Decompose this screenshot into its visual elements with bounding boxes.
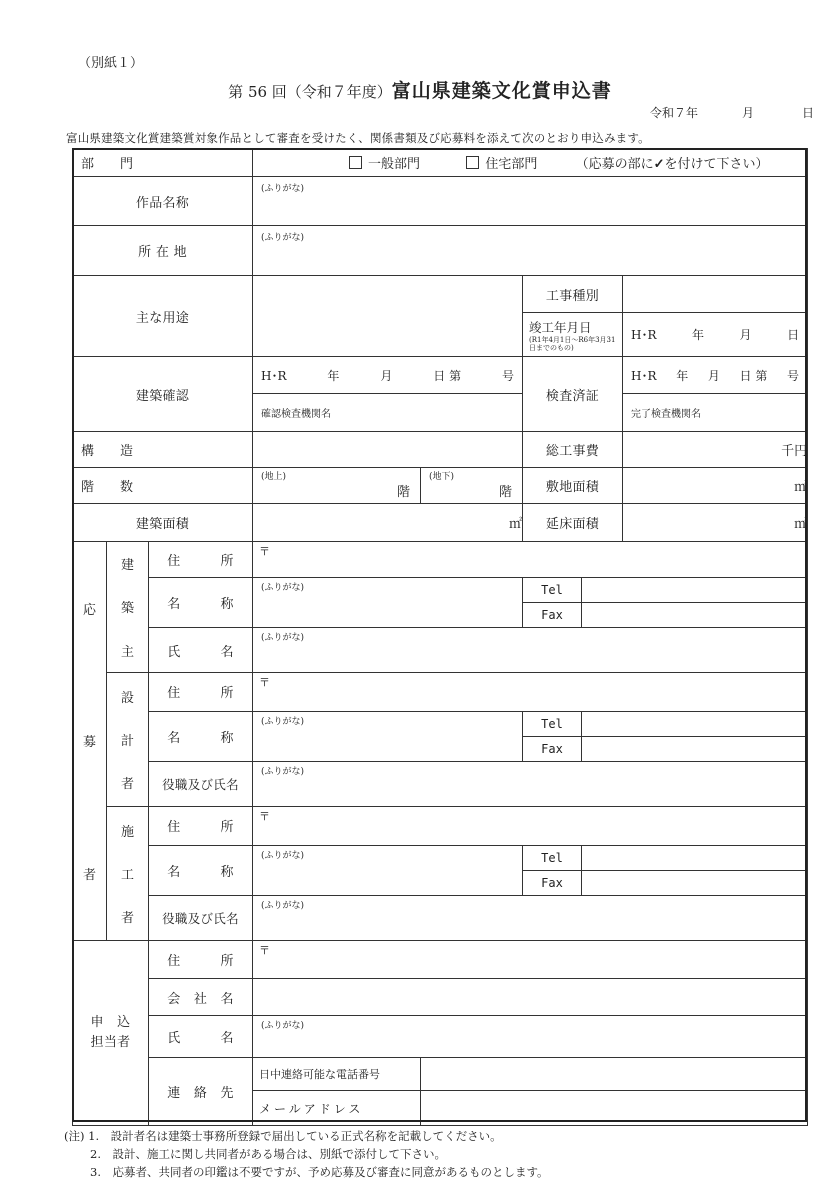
category-options (253, 149, 808, 177)
general-option-label: 一般部門 (368, 157, 421, 172)
floor-area-label: 延床面積 (545, 517, 600, 532)
construction-type-label-cell (523, 276, 623, 313)
main-use-label: 主な用途 (135, 310, 190, 326)
date-day: 日 (802, 106, 815, 120)
owner-address-label: 住 所 (167, 553, 234, 569)
work-name-label: 作品名称 (135, 195, 190, 211)
contact-company-label-cell (149, 979, 253, 1016)
postal-mark: 〒 (259, 676, 271, 689)
check-icon: ✓ (653, 157, 665, 172)
builder-name-field[interactable] (253, 845, 523, 896)
builder-title-field[interactable] (253, 896, 808, 941)
confirm-org-field[interactable] (253, 394, 523, 432)
contact-info-label: 連 絡 先 (167, 1086, 234, 1101)
owner-phone-cell (523, 577, 808, 628)
furigana-hint: (ふりがな) (261, 1021, 305, 1031)
building-confirm-label-cell (73, 357, 253, 432)
contact-name-label: 氏 名 (167, 1031, 234, 1046)
inspection-month: 月 (707, 368, 720, 383)
confirm-era: H･R (261, 368, 287, 383)
contact-address-label: 住 所 (167, 954, 234, 969)
date-era: 令和７年 (650, 106, 699, 120)
inspection-day: 日 第 (739, 368, 768, 383)
structure-label-cell (73, 432, 253, 468)
page-title (0, 76, 840, 103)
category-note: （応募の部に✓を付けて下さい） (575, 157, 769, 172)
work-name-field[interactable] (253, 177, 808, 226)
floors-label-cell (73, 468, 253, 504)
building-area-label-cell (73, 504, 253, 542)
designer-address-label: 住 所 (167, 686, 234, 702)
main-use-label-cell (73, 276, 253, 357)
email-label: メールアドレス (259, 1101, 364, 1116)
contact-company-label: 会 社 名 (167, 991, 234, 1007)
furigana-hint: (ふりがな) (261, 716, 305, 727)
date-month: 月 (742, 106, 755, 120)
designer-tel-label: Tel (523, 712, 582, 736)
floors-below-field[interactable] (421, 468, 523, 504)
floor-area-field[interactable] (623, 504, 808, 542)
owner-name-label: 名 称 (167, 596, 234, 612)
completion-era: H･R (631, 328, 657, 342)
designer-name-label: 名 称 (167, 730, 234, 746)
inspection-year: 年 (676, 368, 689, 383)
furigana-hint: (ふりがな) (261, 850, 305, 861)
total-cost-unit: 千円 (781, 444, 808, 459)
daytime-phone-label: 日中連絡可能な電話番号 (259, 1068, 381, 1081)
furigana-hint: (ふりがな) (261, 582, 305, 593)
confirm-go: 号 (501, 368, 514, 383)
inspection-org-label: 完了検査機関名 (631, 408, 702, 420)
completion-label: 竣工年月日 (529, 319, 592, 335)
main-use-field[interactable] (253, 276, 523, 357)
builder-tel-label: Tel (523, 846, 582, 870)
location-label-cell (73, 226, 253, 276)
inspection-label-cell (523, 357, 623, 432)
applicant-group-label: 応 募 者 (82, 602, 96, 884)
inspection-go: 号 (787, 368, 800, 383)
site-area-label: 敷地面積 (545, 480, 600, 495)
email-field[interactable] (421, 1091, 808, 1126)
builder-title-label-cell (149, 896, 253, 941)
daytime-phone-field[interactable] (421, 1058, 808, 1091)
completion-label-cell (523, 313, 623, 357)
location-label: 所 在 地 (138, 245, 187, 260)
note-2: 2. 設計、施工に関し共同者がある場合は、別紙で添付して下さい。 (90, 1147, 446, 1161)
confirm-month: 月 (380, 368, 393, 383)
total-cost-label: 総工事費 (545, 444, 600, 459)
owner-label: 建 築 主 (120, 558, 134, 660)
floors-above-field[interactable] (253, 468, 421, 504)
owner-address-label-cell (149, 542, 253, 578)
builder-address-label: 住 所 (167, 820, 234, 836)
owner-person-label: 氏 名 (167, 644, 234, 660)
designer-title-field[interactable] (253, 762, 808, 807)
completion-year: 年 (692, 328, 705, 342)
construction-type-label: 工事種別 (545, 288, 600, 304)
contact-info-label-cell (149, 1058, 253, 1126)
total-cost-label-cell (523, 432, 623, 468)
designer-name-field[interactable] (253, 711, 523, 762)
floors-above-unit: 階 (397, 485, 411, 500)
floor-area-unit: ㎡ (794, 517, 808, 532)
builder-fax-label: Fax (523, 871, 582, 895)
site-area-label-cell (523, 468, 623, 504)
designer-label: 設 計 者 (120, 690, 134, 793)
structure-field[interactable] (253, 432, 523, 468)
location-field[interactable] (253, 226, 808, 276)
floors-label: 階 数 (81, 480, 134, 495)
structure-label: 構 造 (81, 444, 134, 459)
building-area-unit: ㎡ (509, 517, 523, 532)
confirm-org-label: 確認検査機関名 (261, 408, 332, 420)
contact-address-label-cell (149, 941, 253, 979)
builder-address-field[interactable] (253, 807, 808, 846)
floors-below-hint: (地下) (429, 472, 455, 482)
category-label: 部 門 (81, 157, 134, 172)
designer-address-label-cell (149, 673, 253, 712)
intro-text: 富山県建築文化賞建築賞対象作品として審査を受けたく、関係書類及び応募料を添えて次のとおり申込みます。 (66, 131, 650, 145)
designer-title-label: 役職及び氏名 (162, 777, 239, 793)
owner-person-label-cell (149, 628, 253, 673)
building-area-field[interactable] (253, 504, 523, 542)
confirm-day: 日 第 (433, 368, 462, 383)
notes-section (64, 1127, 549, 1181)
inspection-org-field[interactable] (623, 394, 808, 432)
work-name-label-cell (73, 177, 253, 226)
total-cost-field[interactable] (623, 432, 808, 468)
contact-name-field[interactable] (253, 1016, 808, 1058)
general-checkbox[interactable] (349, 156, 362, 169)
note-3: 3. 応募者、共同者の印鑑は不要ですが、予め応募及び審査に同意があるものとします。 (90, 1165, 549, 1179)
postal-mark: 〒 (259, 810, 271, 823)
housing-checkbox[interactable] (466, 156, 479, 169)
builder-title-label: 役職及び氏名 (162, 911, 239, 927)
designer-fax-label: Fax (523, 737, 582, 761)
furigana-hint: (ふりがな) (261, 233, 305, 243)
builder-name-label-cell (149, 845, 253, 896)
completion-sub: (R1年4月1日〜R6年3月31日までのもの) (529, 335, 616, 352)
designer-name-label-cell (149, 711, 253, 762)
furigana-hint: (ふりがな) (261, 901, 305, 912)
owner-label-cell (107, 542, 149, 673)
floors-above-hint: (地上) (261, 472, 287, 482)
category-label-cell (73, 149, 253, 177)
completion-month: 月 (739, 328, 752, 342)
contact-company-field[interactable] (253, 979, 808, 1016)
designer-label-cell (107, 673, 149, 807)
completion-date-field[interactable] (623, 313, 808, 357)
contact-person-label: 申 込 担当者 (90, 1015, 131, 1050)
inspection-label: 検査済証 (545, 388, 600, 404)
applicant-group-cell (73, 542, 107, 941)
construction-type-field[interactable] (623, 276, 808, 313)
builder-phone-cell (523, 845, 808, 896)
owner-name-field[interactable] (253, 577, 523, 628)
designer-title-label-cell (149, 762, 253, 807)
owner-name-label-cell (149, 577, 253, 628)
builder-label: 施 工 者 (120, 824, 134, 927)
designer-phone-cell (523, 711, 808, 762)
owner-fax-label: Fax (523, 603, 582, 627)
postal-mark: 〒 (259, 545, 271, 558)
attachment-label: （別紙１） (78, 56, 144, 71)
floor-area-label-cell (523, 504, 623, 542)
furigana-hint: (ふりがな) (261, 633, 305, 644)
postal-mark: 〒 (259, 944, 271, 957)
contact-person-label-cell (73, 941, 149, 1126)
title-prefix: 第 56 回（令和７年度） (228, 83, 392, 101)
floors-below-unit: 階 (499, 485, 513, 500)
inspection-era: H･R (631, 368, 657, 383)
contact-address-field[interactable] (253, 941, 808, 979)
furigana-hint: (ふりがな) (261, 184, 305, 194)
furigana-hint: (ふりがな) (261, 767, 305, 778)
daytime-phone-label-cell (253, 1058, 421, 1091)
builder-label-cell (107, 807, 149, 941)
site-area-field[interactable] (623, 468, 808, 504)
building-confirm-number-field[interactable] (253, 357, 523, 394)
builder-name-label: 名 称 (167, 864, 234, 880)
owner-person-field[interactable] (253, 628, 808, 673)
note-1: (注) 1. 設計者名は建築士事務所登録で届出している正式名称を記載してください。 (64, 1129, 502, 1143)
inspection-number-field[interactable] (623, 357, 808, 394)
building-area-label: 建築面積 (135, 517, 190, 532)
email-label-cell (253, 1091, 421, 1126)
housing-option-label: 住宅部門 (485, 157, 538, 172)
owner-tel-label: Tel (523, 578, 582, 602)
contact-name-label-cell (149, 1016, 253, 1058)
building-confirm-label: 建築確認 (135, 388, 190, 404)
title-main: 富山県建築文化賞申込書 (391, 80, 612, 102)
builder-address-label-cell (149, 807, 253, 846)
owner-address-field[interactable] (253, 542, 808, 578)
site-area-unit: ㎡ (794, 480, 808, 495)
completion-day: 日 (787, 328, 800, 342)
confirm-year: 年 (327, 368, 340, 383)
application-form (72, 148, 808, 1126)
designer-address-field[interactable] (253, 673, 808, 712)
